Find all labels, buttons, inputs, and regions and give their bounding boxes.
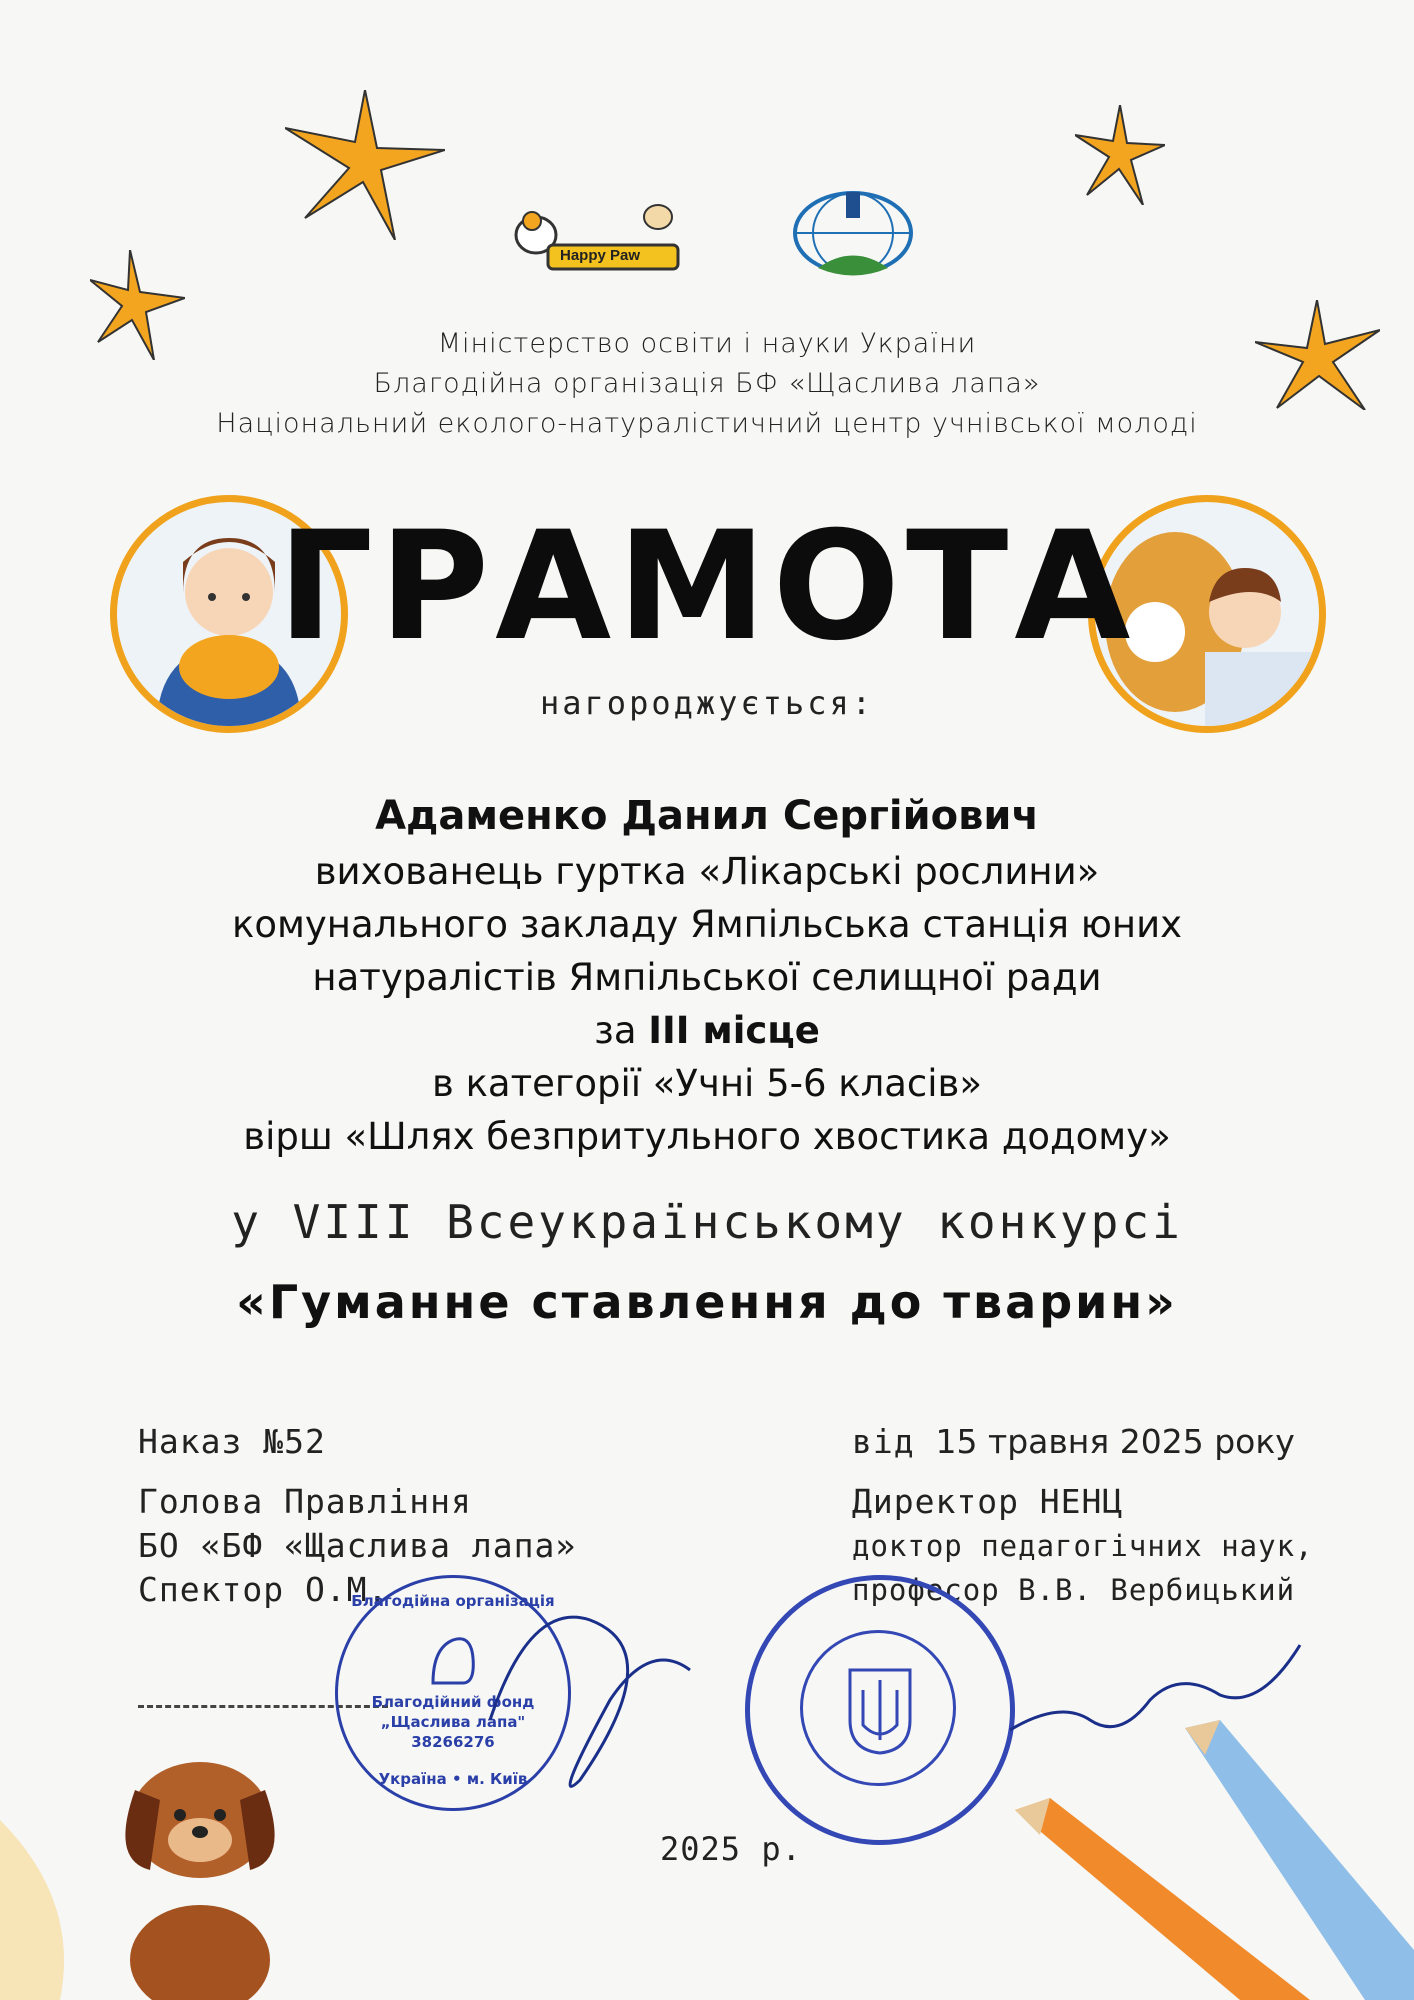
header-ministry: Міністерство освіти і науки України (437, 328, 977, 359)
right-signatory-degree: доктор педагогічних наук, (852, 1529, 1314, 1563)
contest-name-line2: «Гуманне ставлення до тварин» (236, 1275, 1178, 1329)
order-date-value: 15 травня 2025 року (935, 1422, 1295, 1461)
happy-paw-logo-text: Happy Paw (560, 247, 641, 264)
star-decoration-icon (285, 90, 445, 240)
certificate-title: ГРАМОТА (277, 500, 1137, 674)
contest-name-line1: у VIII Всеукраїнському конкурсі (231, 1195, 1183, 1249)
recipient-institution: комунального закладу Ямпільська станція юних (231, 903, 1183, 946)
left-signatory-name: Спектор О.М. (138, 1570, 389, 1609)
header-charity: Благодійна організація БФ «Щаслива лапа» (373, 368, 1041, 399)
happy-paw-logo (496, 195, 682, 275)
recipient-name: Адаменко Данил Сергійович (375, 793, 1039, 839)
stamp-top-text: Благодійна організація (351, 1592, 555, 1610)
recipient-institution-cont: натуралістів Ямпільської селищної ради (312, 956, 1102, 999)
header-center: Національний еколого-натуралістичний центр учнівської молоді (216, 408, 1198, 439)
stamp-mid2: „Щаслива лапа" (380, 1713, 526, 1731)
puppy-illustration (0, 1700, 300, 2000)
pencils-illustration (1010, 1720, 1414, 2000)
place-prefix: за (594, 1009, 649, 1052)
place-value: III місце (648, 1009, 820, 1052)
globe-logo-icon (788, 188, 918, 288)
nenc-logo (788, 188, 918, 288)
stamp-code: 38266276 (411, 1733, 495, 1751)
ministry-stamp (745, 1575, 1015, 1845)
awarded-label: нагороджується: (540, 684, 874, 722)
recipient-work: вірш «Шлях безпритульного хвостика додому» (243, 1115, 1171, 1158)
left-signatory-org: БО «БФ «Щаслива лапа» (138, 1526, 577, 1565)
recipient-place (0, 1004, 1414, 1057)
order-date (852, 1420, 1295, 1464)
recipient-club: вихованець гуртка «Лікарські рослини» (314, 850, 1100, 893)
year-label: 2025 р. (660, 1830, 802, 1868)
right-signatory-name: професор В.В. Вербицький (852, 1573, 1296, 1607)
recipient-category: в категорії «Учні 5-6 класів» (432, 1062, 982, 1105)
right-signatory-title: Директор НЕНЦ (852, 1482, 1124, 1521)
left-signatory-title: Голова Правління (138, 1482, 472, 1521)
order-number: Наказ №52 (138, 1422, 326, 1461)
order-date-prefix: від (852, 1422, 936, 1461)
stamp-bottom-text: Україна • м. Київ (378, 1770, 528, 1788)
trident-icon (845, 1665, 915, 1755)
left-signature (470, 1580, 710, 1820)
stamp-mid1: Благодійний фонд (371, 1693, 535, 1711)
star-decoration-icon (1075, 105, 1165, 205)
